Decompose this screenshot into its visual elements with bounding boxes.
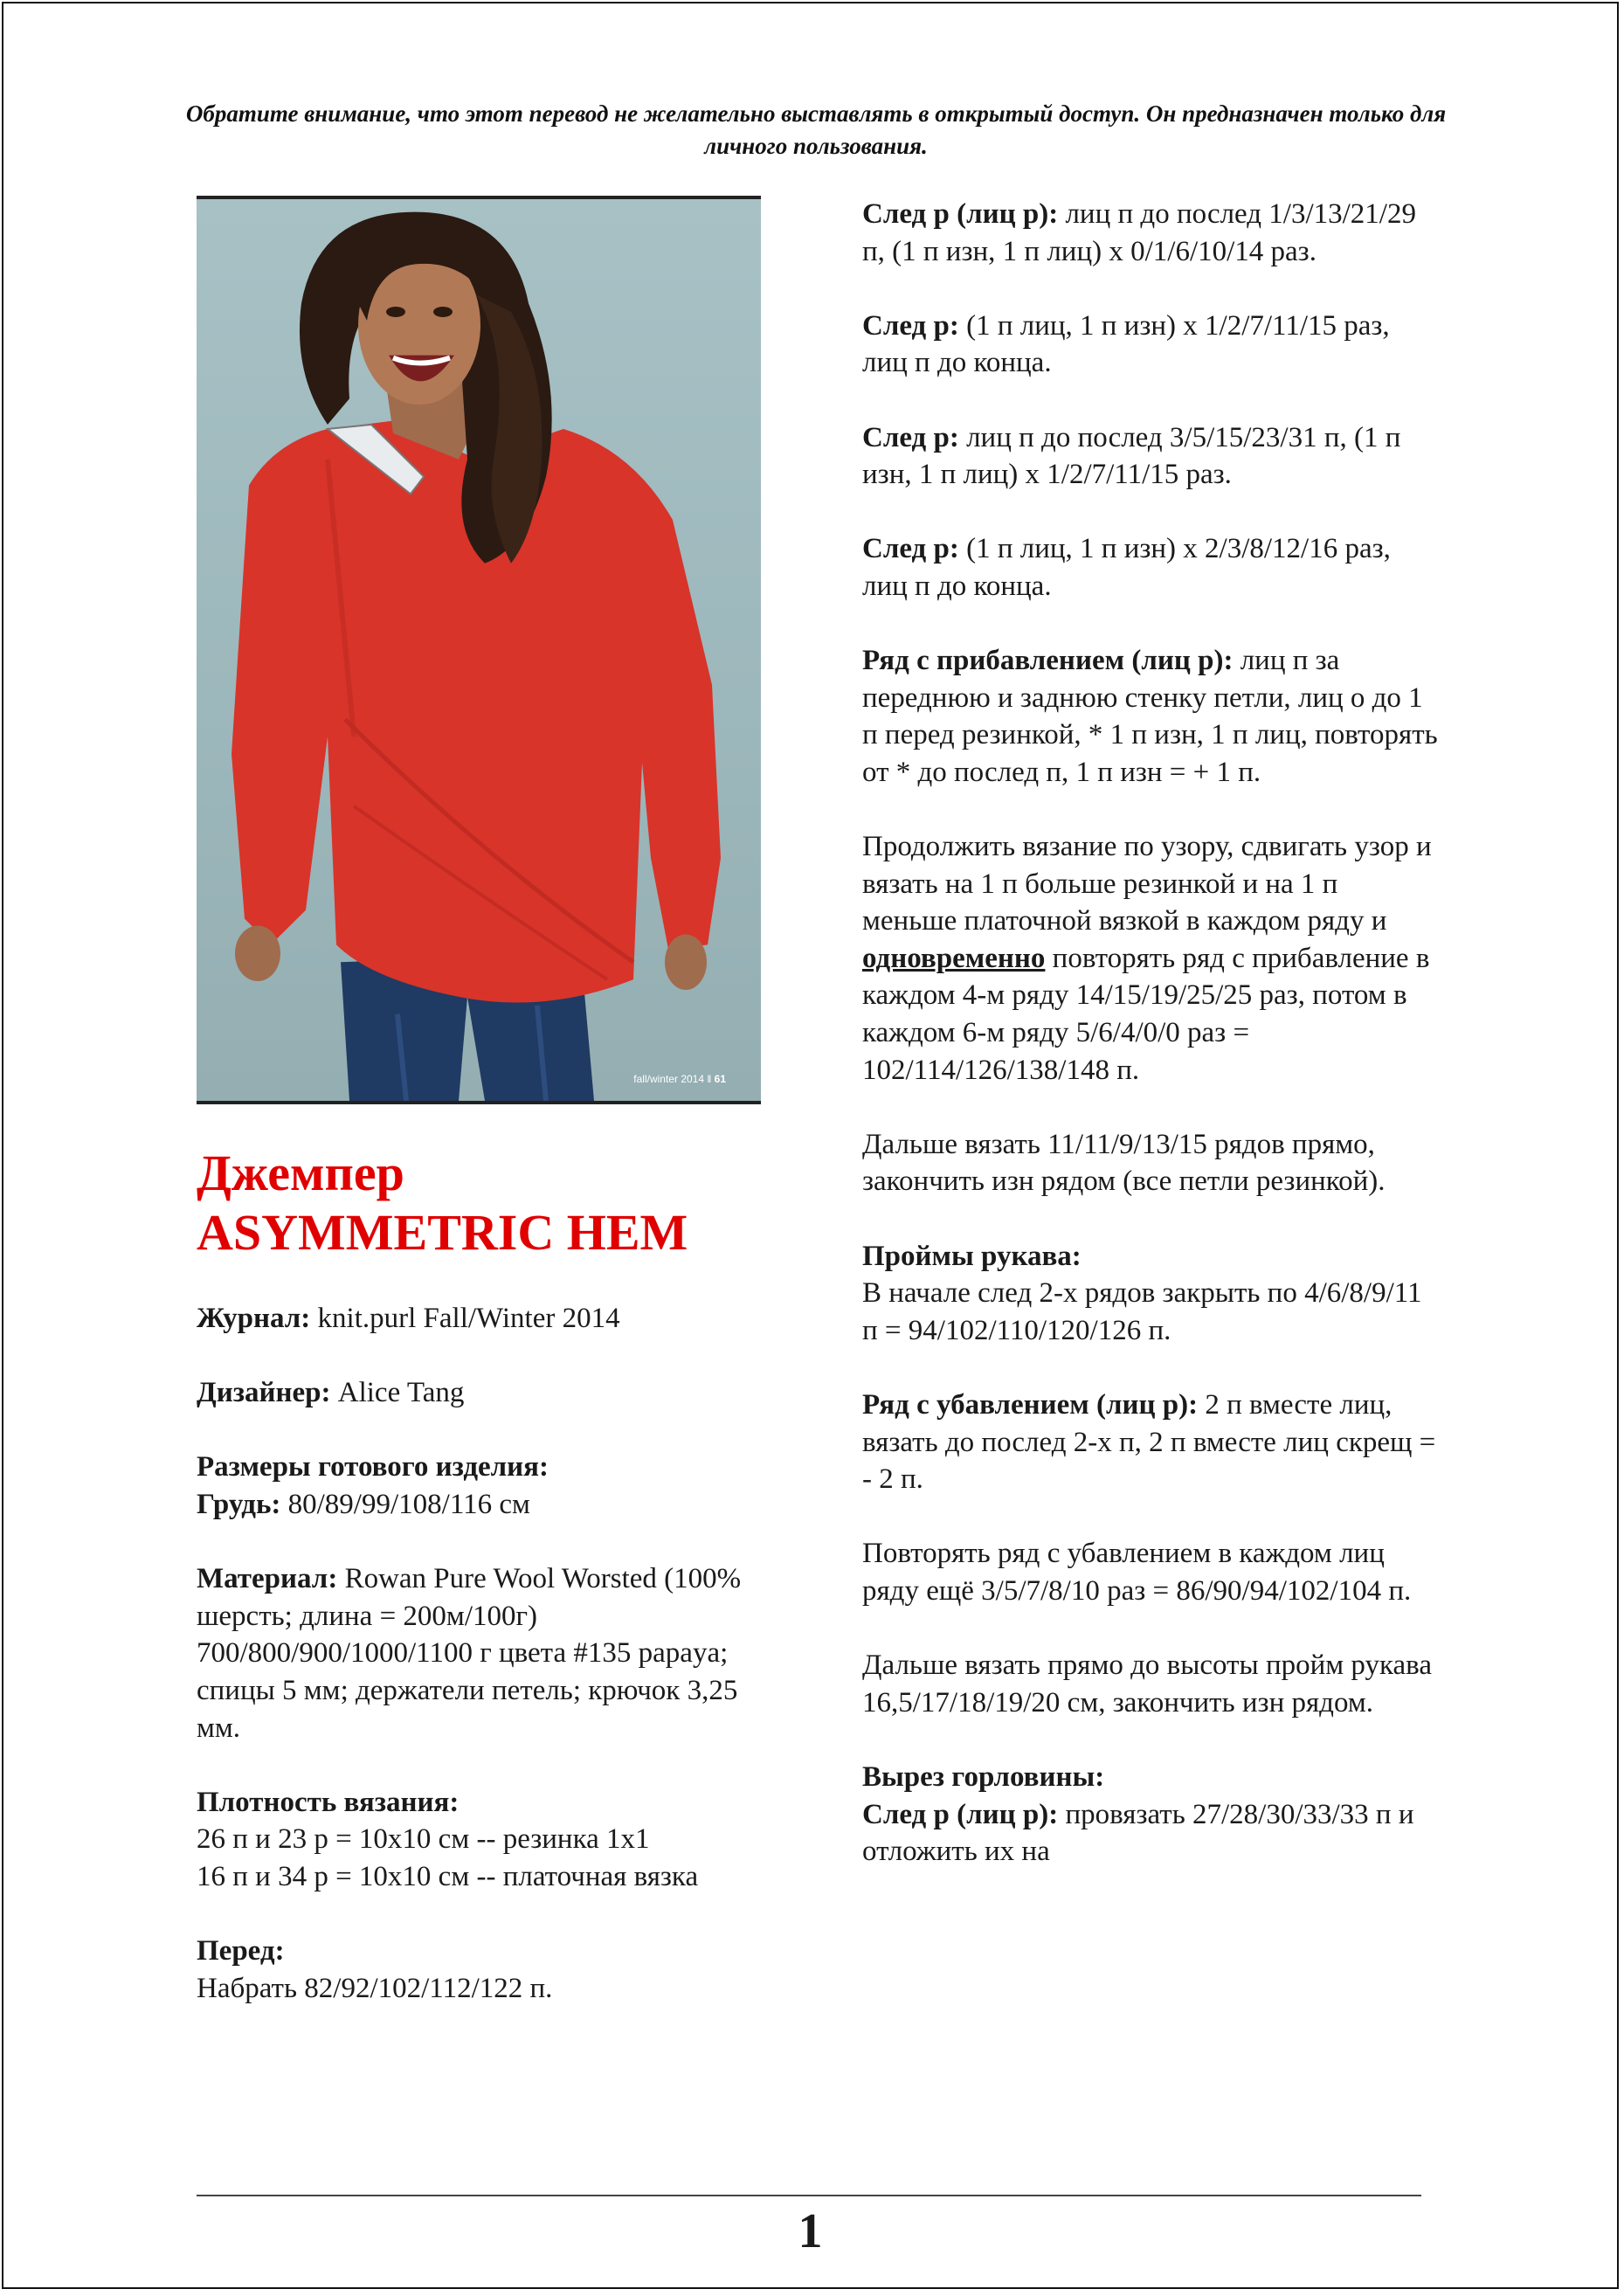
journal-info: Журнал: knit.purl Fall/Winter 2014 <box>197 1303 620 1334</box>
pattern-title <box>197 1144 808 1262</box>
title-line-1: Джемпер <box>197 1145 404 1201</box>
model-photo <box>197 196 761 1104</box>
decrease-row-step: Ряд с убавлением (лиц р): 2 п вместе лиц, вязать до послед 2-х п, 2 п вместе лиц скрещ = - 2 п. <box>862 1389 1436 1496</box>
instruction-step: Дальше вязать 11/11/9/13/15 рядов прямо, закончить изн рядом (все петли резинкой). <box>862 1128 1386 1198</box>
neckline-section: Вырез горловины: След р (лиц р): провязать 27/28/30/33/33 п и отложить их на <box>862 1760 1414 1868</box>
sizes-info: Размеры готового изделия: Грудь: 80/89/99/108/116 см <box>197 1451 549 1520</box>
continue-pattern-step: Продолжить вязание по узору, сдвигать узор и вязать на 1 п больше резинкой и на 1 п меньше платочной вязкой в каждом ряду и одновременно повторять ряд с прибавление в каждом 4-м ряду 14/15/19/25/25 раз, потом в каждом 6-м ряду 5/6/4/0/0 раз = 102/114/126/138/148 п. <box>862 831 1432 1086</box>
document-page <box>2 2 1619 2289</box>
instruction-step: След р (лиц р): лиц п до послед 1/3/13/21/29 п, (1 п изн, 1 п лиц) х 0/1/6/10/14 раз. <box>862 198 1416 267</box>
instruction-step: След р: (1 п лиц, 1 п изн) х 2/3/8/12/16 раз, лиц п до конца. <box>862 533 1391 602</box>
instruction-step: Дальше вязать прямо до высоты пройм рукава 16,5/17/18/19/20 см, закончить изн рядом. <box>862 1649 1432 1719</box>
title-line-2: ASYMMETRIC HEM <box>197 1204 688 1261</box>
gauge-info: Плотность вязания: 26 п и 23 р = 10x10 см -- резинка 1x1 16 п и 34 р = 10x10 см -- платочная вязка <box>197 1786 699 1892</box>
instruction-step: Повторять ряд с убавлением в каждом лиц ряду ещё 3/5/7/8/10 раз = 86/90/94/102/104 п. <box>862 1538 1412 1607</box>
footer-divider <box>197 2195 1421 2196</box>
model-illustration <box>197 199 761 1101</box>
instruction-step: След р: лиц п до послед 3/5/15/23/31 п, (1 п изн, 1 п лиц) х 1/2/7/11/15 раз. <box>862 421 1401 491</box>
left-column <box>197 1300 773 2044</box>
designer-info: Дизайнер: Alice Tang <box>197 1377 465 1409</box>
instruction-step: След р: (1 п лиц, 1 п изн) х 1/2/7/11/15 раз, лиц п до конца. <box>862 309 1390 379</box>
front-info: Перед: Набрать 82/92/102/112/122 п. <box>197 1935 553 2004</box>
material-info: Материал: Rowan Pure Wool Worsted (100% шерсть; длина = 200м/100г) 700/800/900/1000/1100 г цвета #135 papaya; спицы 5 мм; держатели петель; крючок 3,25 мм. <box>197 1563 742 1744</box>
increase-row-step: Ряд с прибавлением (лиц р): лиц п за переднюю и заднюю стенку петли, лиц о до 1 п перед резинкой, * 1 п изн, 1 п лиц, повторять от * до послед п, 1 п изн = + 1 п. <box>862 645 1438 788</box>
right-column <box>862 196 1439 1907</box>
privacy-notice: Обратите внимание, что этот перевод не желательно выставлять в открытый доступ. Он предназначен только для личного пользования. <box>185 100 1447 159</box>
magazine-page-caption: fall/winter 2014 ‖ 61 <box>633 1073 726 1085</box>
armhole-section: Проймы рукава: В начале след 2-х рядов закрыть по 4/6/8/9/11 п = 94/102/110/120/126 п. <box>862 1240 1422 1346</box>
page-number: 1 <box>798 2204 823 2258</box>
